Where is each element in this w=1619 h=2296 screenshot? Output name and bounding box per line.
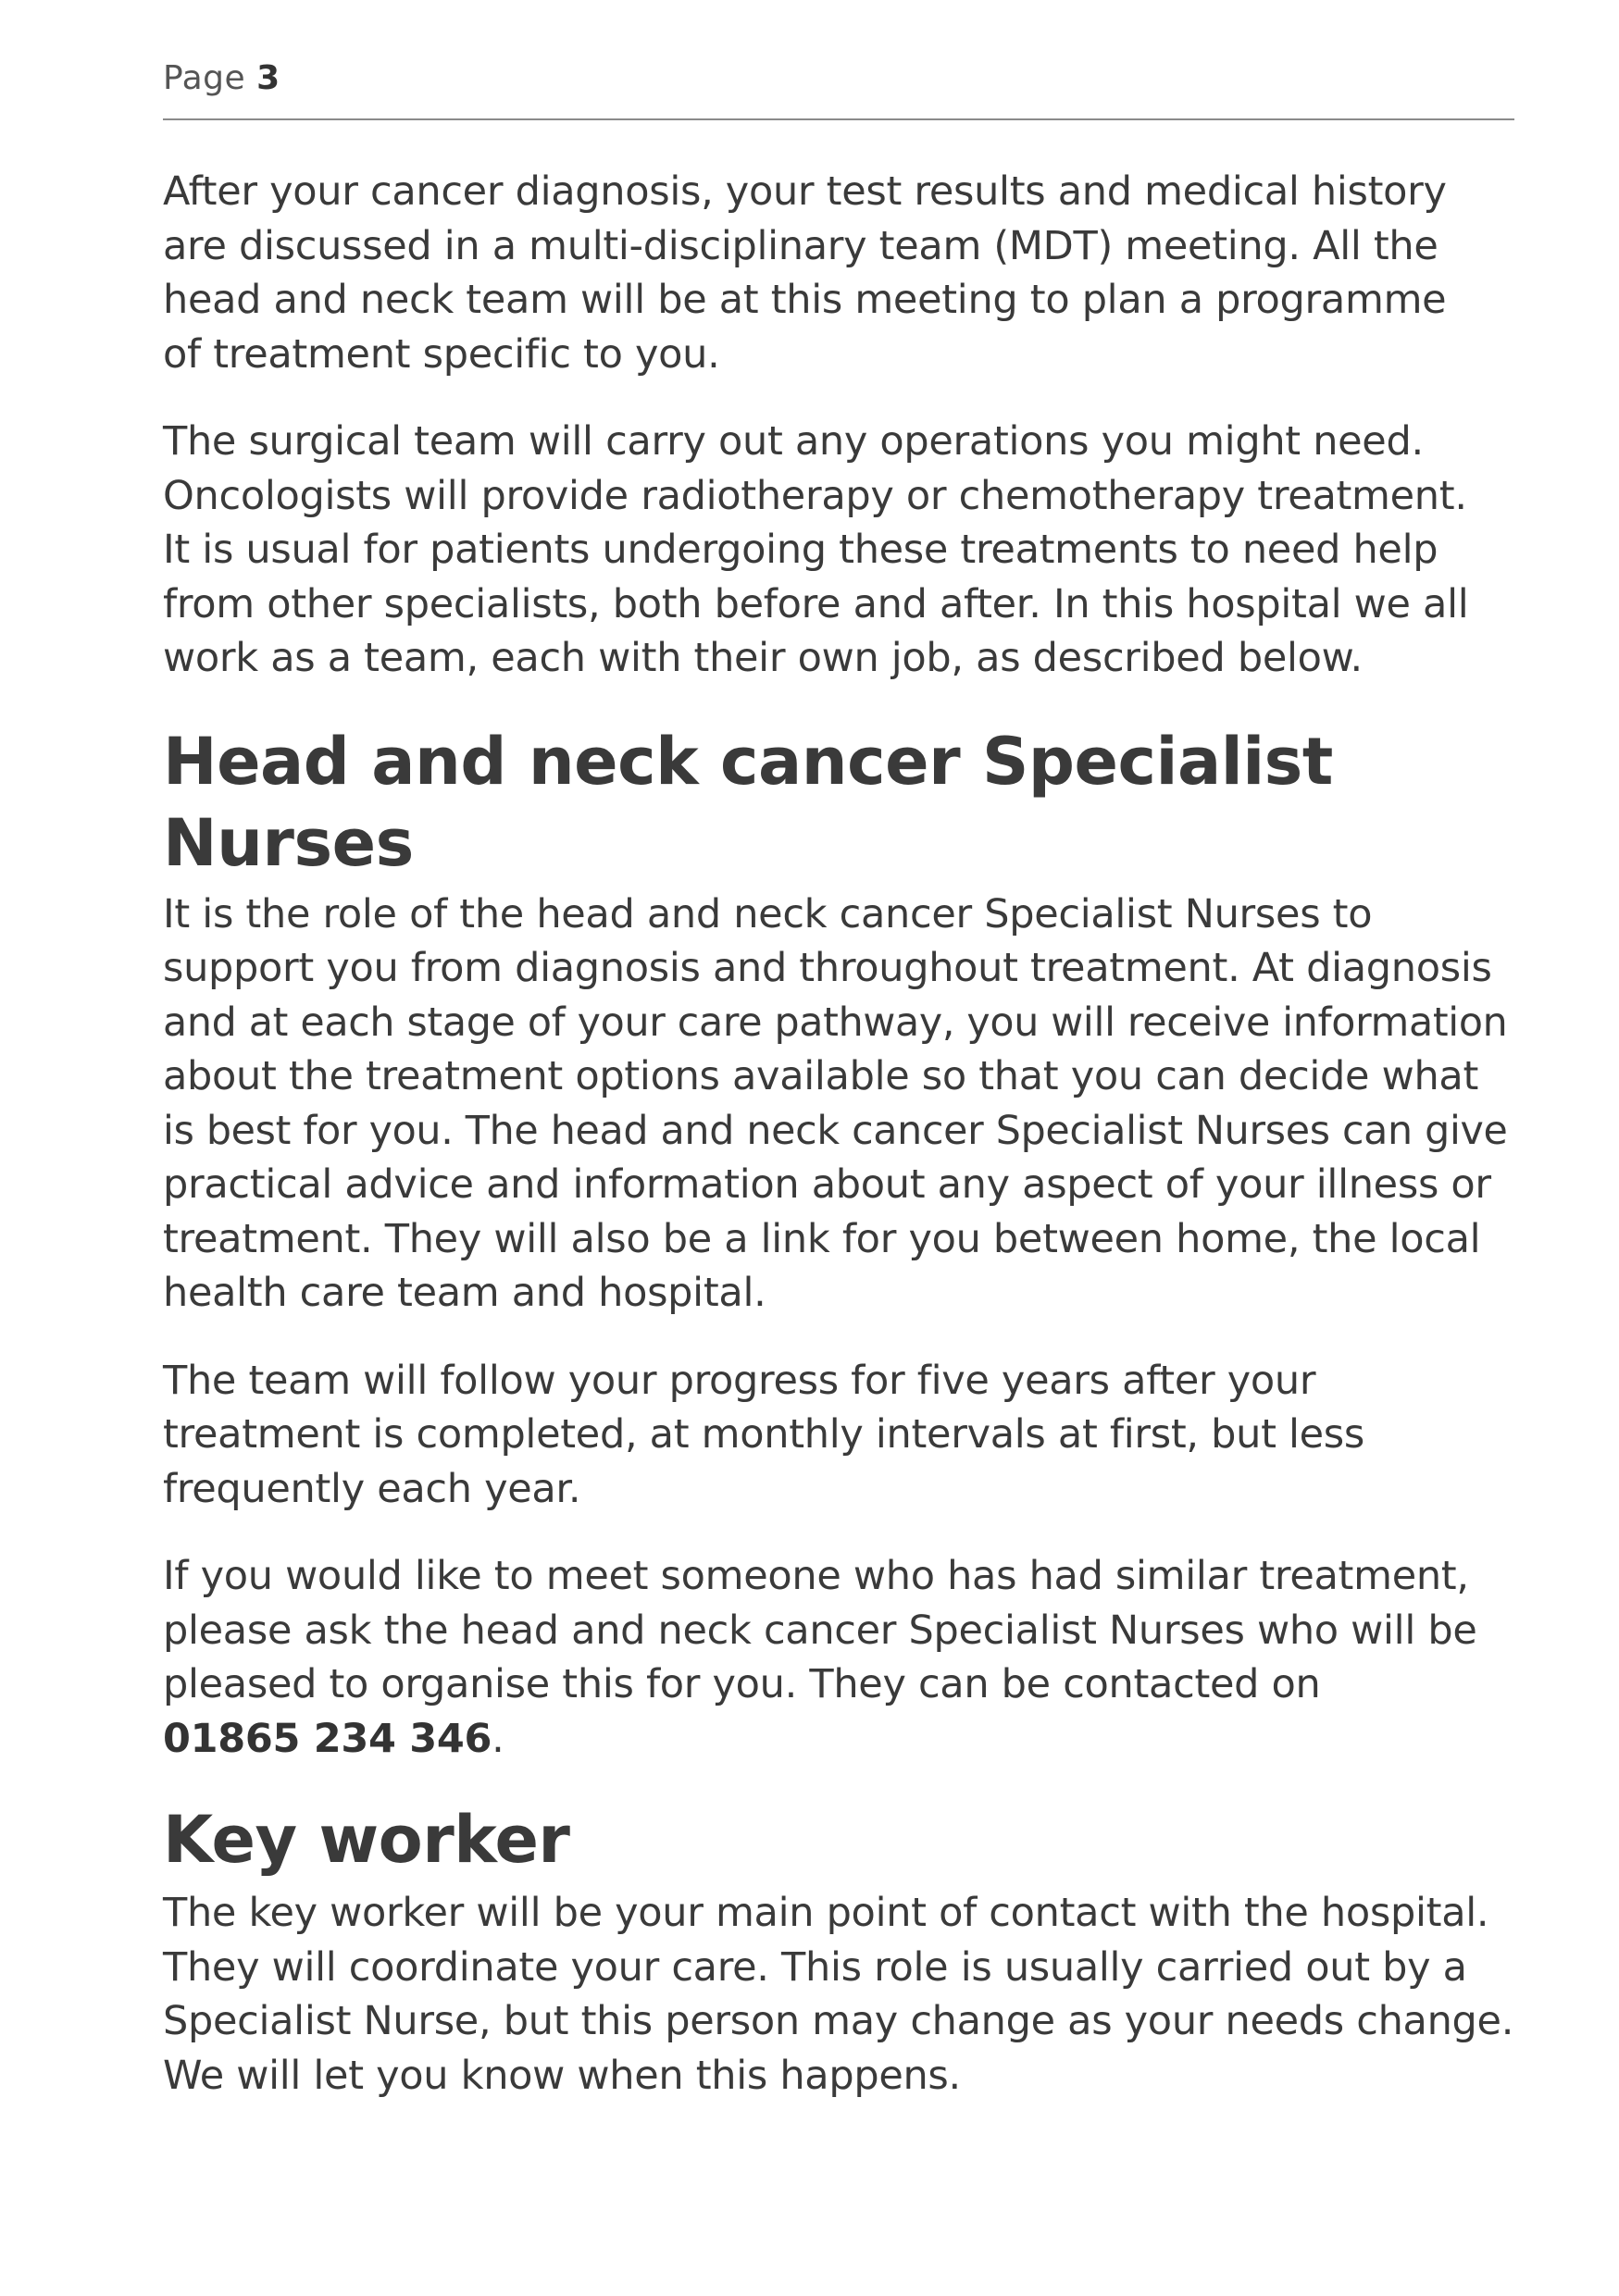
heading-line: Key worker <box>163 1802 570 1878</box>
text-line: is best for you. The head and neck cancer Specialist Nurses can give <box>163 1107 1508 1154</box>
text-line: work as a team, each with their own job, as described below. <box>163 635 1363 681</box>
page-label: Page <box>163 59 246 97</box>
text-line: pleased to organise this for you. They can be contacted on <box>163 1661 1321 1707</box>
text-line: The team will follow your progress for five years after your <box>163 1357 1316 1404</box>
phone-line <box>163 1712 1514 1767</box>
text-line: The key worker will be your main point of contact with the hospital. <box>163 1890 1489 1936</box>
text-line: After your cancer diagnosis, your test results and medical history <box>163 168 1447 215</box>
text-line: head and neck team will be at this meeting to plan a programme <box>163 277 1447 323</box>
keyworker-paragraph-1 <box>163 1886 1514 2103</box>
text-line: of treatment specific to you. <box>163 330 720 378</box>
text-line: The surgical team will carry out any operations you might need. <box>163 418 1424 465</box>
text-line: It is the role of the head and neck cancer Specialist Nurses to <box>163 890 1373 937</box>
page-header <box>163 59 280 97</box>
text-line: about the treatment options available so that you can decide what <box>163 1053 1479 1099</box>
text-line: and at each stage of your care pathway, you will receive information <box>163 999 1508 1046</box>
page-content <box>163 165 1514 2136</box>
text-line: We will let you know when this happens. <box>163 2052 961 2099</box>
text-line: Oncologists will provide radiotherapy or chemotherapy treatment. <box>163 472 1467 519</box>
nurses-paragraph-1 <box>163 887 1514 1321</box>
text-line: are discussed in a multi-disciplinary team (MDT) meeting. All the <box>163 222 1438 269</box>
text-line: It is usual for patients undergoing these treatments to need help <box>163 527 1438 573</box>
intro-paragraph-1 <box>163 165 1514 381</box>
header-divider <box>163 118 1514 120</box>
page-number: 3 <box>256 59 280 97</box>
nurses-section-heading <box>163 721 1514 884</box>
keyworker-section-heading <box>163 1799 1514 1880</box>
intro-paragraph-2 <box>163 415 1514 686</box>
text-line: frequently each year. <box>163 1465 581 1512</box>
text-line: If you would like to meet someone who has had similar treatment, <box>163 1553 1469 1599</box>
text-line: health care team and hospital. <box>163 1270 766 1316</box>
text-line: Specialist Nurse, but this person may change as your needs change. <box>163 1998 1514 2044</box>
text-line: treatment is completed, at monthly intervals at first, but less <box>163 1411 1365 1458</box>
heading-line: Head and neck cancer Specialist <box>163 723 1333 800</box>
text-line: support you from diagnosis and throughout treatment. At diagnosis <box>163 945 1492 991</box>
heading-line: Nurses <box>163 804 414 881</box>
text-line: from other specialists, both before and after. In this hospital we all <box>163 580 1469 627</box>
contact-phone-number: 01865 234 346 <box>163 1715 492 1762</box>
text-line: practical advice and information about any aspect of your illness or <box>163 1161 1491 1208</box>
phone-suffix: . <box>492 1715 504 1762</box>
nurses-paragraph-2 <box>163 1354 1514 1517</box>
text-line: please ask the head and neck cancer Specialist Nurses who will be <box>163 1607 1477 1654</box>
nurses-paragraph-3 <box>163 1549 1514 1766</box>
text-line: They will coordinate your care. This role is usually carried out by a <box>163 1943 1467 1991</box>
text-line: treatment. They will also be a link for you between home, the local <box>163 1215 1481 1262</box>
